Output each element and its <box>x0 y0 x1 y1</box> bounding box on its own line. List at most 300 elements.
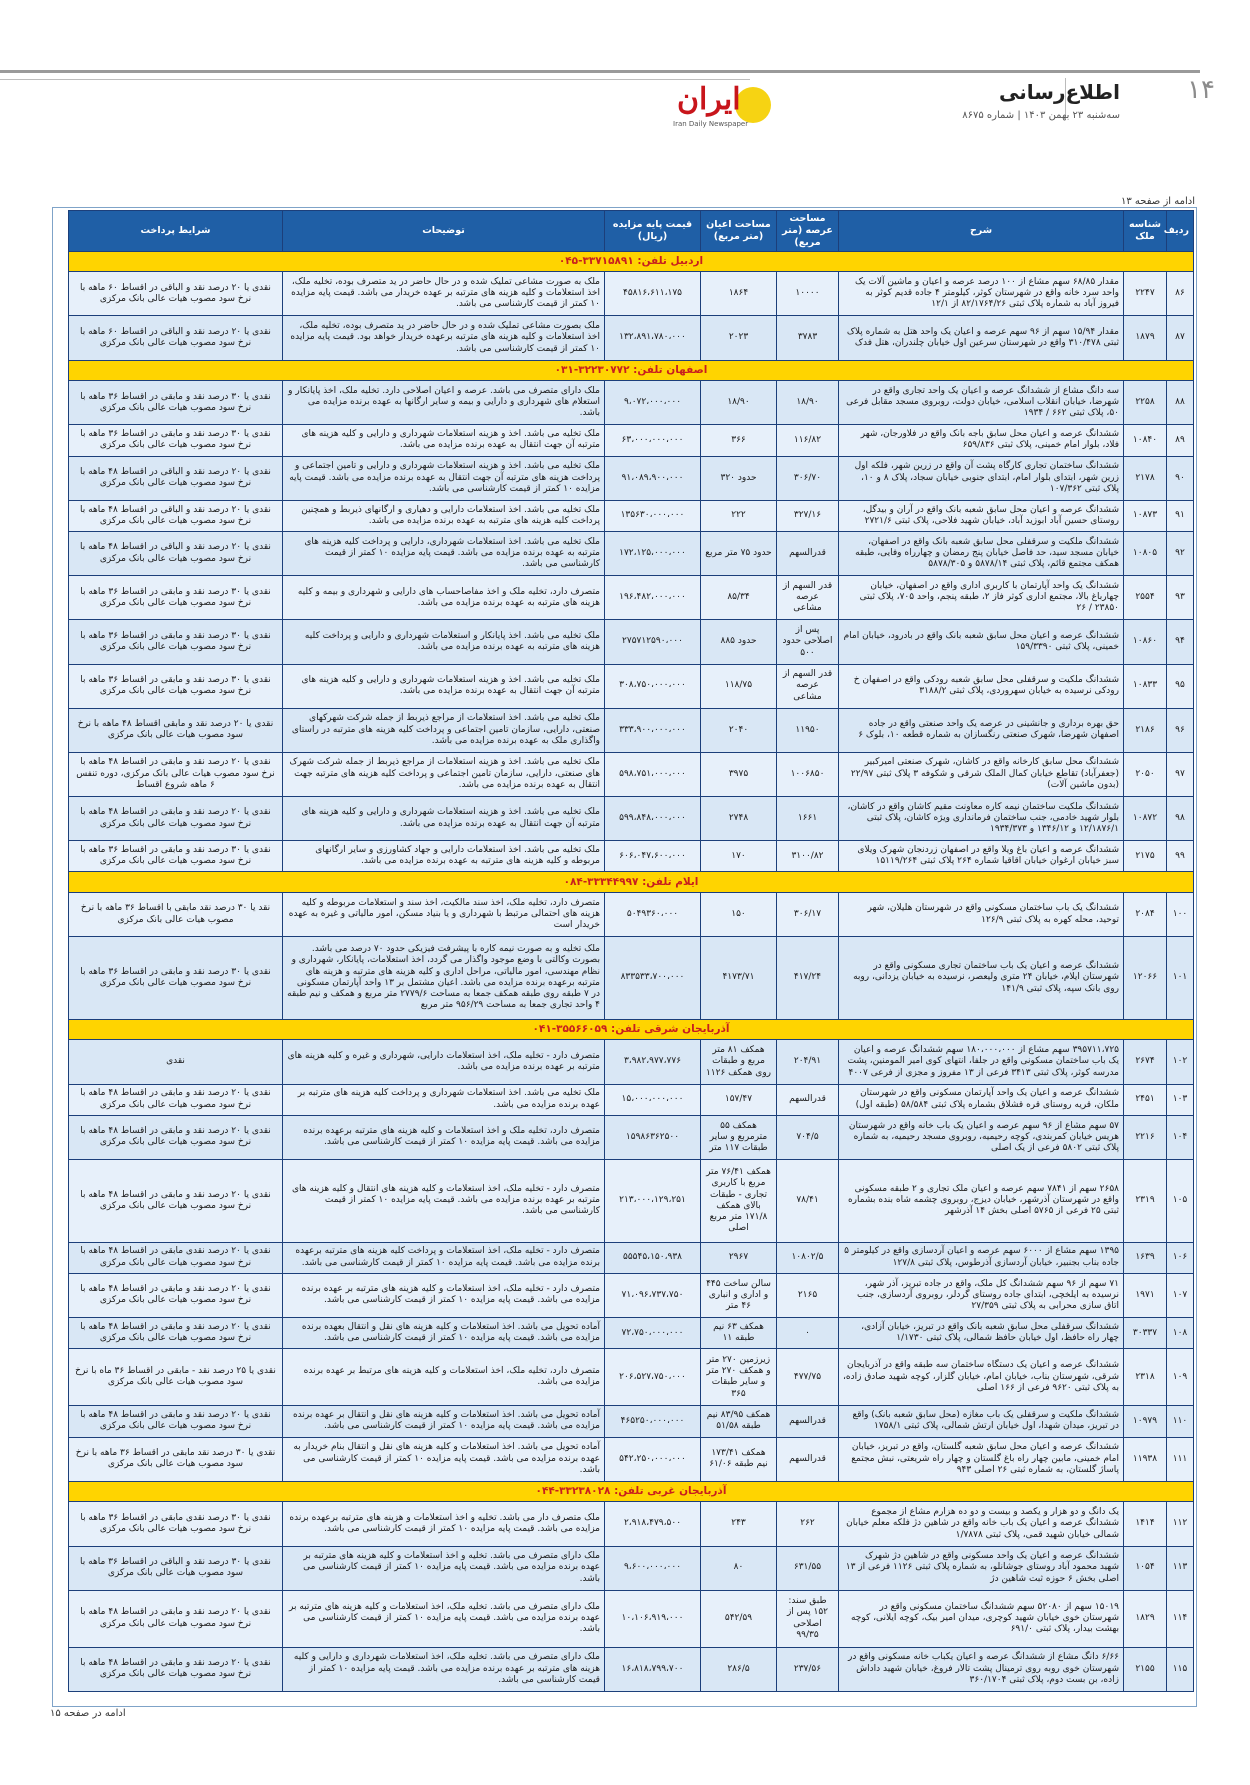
cell-sharayet: نقدی یا ۲۰ درصد نقد و الباقی در اقساط ۴۸ ماهه با نرخ سود مصوب هیات عالی بانک مرکزی <box>69 500 283 531</box>
cell-ayan: ۲۴۳ <box>701 1502 777 1546</box>
cell-ayan: ۲۲۲ <box>701 500 777 531</box>
cell-arse: قدرالسهم <box>777 1084 839 1115</box>
cell-gheymat: ۲۰۶،۵۲۷،۷۵۰،۰۰۰ <box>605 1349 701 1406</box>
cell-shenase: ۱۱۹۳۸ <box>1124 1437 1167 1481</box>
cell-radif: ۹۳ <box>1167 576 1194 620</box>
cell-shenase: ۲۲۵۸ <box>1124 381 1167 425</box>
cell-radif: ۱۰۶ <box>1167 1242 1194 1273</box>
cell-radif: ۹۰ <box>1167 456 1194 500</box>
cell-arse: ۲۳۷/۵۶ <box>777 1647 839 1691</box>
cell-arse: ۲۱۶۵ <box>777 1273 839 1317</box>
cell-gheymat: ۸۳۳۵۳۳،۷۰۰،۰۰۰ <box>605 937 701 1020</box>
cell-sharayet: نقدی یا ۲۰ درصد نقد و الباقی در اقساط ۴۸ ماهه با نرخ سود مصوب هیات عالی بانک مرکزی <box>69 532 283 576</box>
issue-line: سه‌شنبه ۲۳ بهمن ۱۴۰۳ | شماره ۸۶۷۵ <box>962 110 1120 121</box>
cell-shenase: ۱۰۸۷۳ <box>1124 500 1167 531</box>
cell-arse: قدر السهم از عرصه مشاعی <box>777 664 839 708</box>
cell-sharh: ۱۵۰۱۹ سهم از ۵۲۰۸۰ سهم ششدانگ ساختمان مسکونی واقع در شهرستان خوی خیابان شهید کوچری، میدان امیر بیک، کوچه ایلانی، کوچه بهشت بیدار، پلاک ثبتی ۶۹۱/۰ <box>839 1590 1124 1647</box>
cell-tozihat: ملک تخلیه می باشد. اخذ پایانکار و استعلامات شهرداری و دارایی و پرداخت کلیه هزینه های مترتبه به عهده برنده مزایده می باشد. <box>283 620 605 664</box>
cell-radif: ۱۰۵ <box>1167 1159 1194 1242</box>
table-row <box>69 1273 1194 1317</box>
cell-tozihat: متصرف دارد - تخلیه ملک، اخذ استعلامات دارایی، شهرداری و غیره و کلیه هزینه های مترتبه بر عهده برنده مزایده می باشد. <box>283 1040 605 1084</box>
cell-sharh: ششدانگ عرصه و اعیان باغ ویلا واقع در اصفهان زردنجان شهرک ویلای سبز خیابان ارغوان خیابان اقاقیا شماره ۲۶۴ پلاک ثبتی ۱۵۱۱۹/۲۶۴ <box>839 841 1124 872</box>
province-row <box>69 872 1194 893</box>
cell-sharayet: نقدی یا ۲۰ درصد نقد و مابقی در اقساط ۴۸ ماهه با نرخ سود مصوب هیات عالی بانک مرکزی <box>69 1273 283 1317</box>
cell-tozihat: ملک تخلیه می باشد. اخذ استعلامات شهرداری، دارایی و پرداخت کلیه هزینه های مترتبه به عهده برنده مزایده می باشد. قیمت پایه مزایده ۱۰ کمتر از قیمت کارشناسی می باشد. <box>283 532 605 576</box>
cell-gheymat: ۴۶۵۲۵۰،۰۰۰،۰۰۰ <box>605 1406 701 1437</box>
table-header-row <box>69 211 1194 252</box>
cell-sharh: ششدانگ عرصه و اعیان یک باب ساختمان تجاری مسکونی واقع در شهرستان ایلام، خیابان ۲۴ متری ولیعصر، نرسیده به خیابان یزدانی، روبه روی بانک سپه، پلاک ثبتی ۱۴۱/۹ <box>839 937 1124 1020</box>
cell-sharayet: نقدی یا ۲۵ درصد نقد - مابقی در اقساط ۳۶ ماه با نرخ سود مصوب هیات عالی بانک مرکزی <box>69 1349 283 1406</box>
cell-sharh: ۲۶۵۸ سهم از ۷۸۴۱ سهم عرصه و اعیان ملک تجاری و ۲ طبقه مسکونی واقع در شهرستان آذرشهر، خیابان دیزج، روبروی چشمه شاه بنده بشماره ثبتی ۲۵ فرعی از ۵۷۶۵ اصلی بخش ۱۴ آذرشهر <box>839 1159 1124 1242</box>
cell-radif: ۱۰۳ <box>1167 1084 1194 1115</box>
cell-shenase: ۱۰۸۶۰ <box>1124 620 1167 664</box>
table-row <box>69 752 1194 796</box>
cell-radif: ۹۹ <box>1167 841 1194 872</box>
cell-shenase: ۲۵۵۴ <box>1124 576 1167 620</box>
cell-gheymat: ۱۵۹۸۶۳۶۲۵۰۰ <box>605 1115 701 1159</box>
cell-sharh: مقدار ۱۵/۹۴ سهم از ۹۶ سهم عرصه و اعیان یک واحد هتل به شماره پلاک ثبتی ۳۱۰/۴۷۸ واقع در شهرستان سرعین اول خیابان چلندران، هتل فدک <box>839 316 1124 360</box>
cell-ayan: ۲۷۴۸ <box>701 796 777 840</box>
cell-tozihat: ملک تخلیه می باشد. اخذ و هزینه استعلامات از مراجع ذیربط از جمله شرکت شهرک های صنعتی، دارایی، سازمان تامین اجتماعی و پرداخت کلیه هزینه های مترتبه جهت انتقال به عهده برنده مزایده می باشد. <box>283 752 605 796</box>
cell-sharh: ۱۳۹۵ سهم مشاع از ۶۰۰۰ سهم عرصه و اعیان آردسازی واقع در کیلومتر ۵ جاده بناب بجنبیر، خیابان آردسازی آذرطوس، پلاک ثبتی ۱۲۷/۸ <box>839 1242 1124 1273</box>
col-sharh: شرح <box>839 211 1124 252</box>
cell-sharayet: نقدی یا ۳۰ درصد نقد مابقی در اقساط ۳۶ ماهه با نرخ سود مصوب هیات عالی بانک مرکزی <box>69 1437 283 1481</box>
cell-shenase: ۱۰۸۷۲ <box>1124 796 1167 840</box>
cell-sharayet: نقدی یا ۲۰ درصد نقد و مابقی در اقساط ۴۸ ماهه با نرخ سود مصوب هیات عالی بانک مرکزی <box>69 796 283 840</box>
cell-shenase: ۱۰۸۴۰ <box>1124 425 1167 456</box>
cell-ayan: ۱۸۶۴ <box>701 272 777 316</box>
cell-radif: ۸۷ <box>1167 316 1194 360</box>
table-row <box>69 532 1194 576</box>
cell-gheymat: ۹،۰۷۲،۰۰۰،۰۰۰ <box>605 381 701 425</box>
table-row <box>69 1590 1194 1647</box>
cell-ayan: سالن ساخت ۴۴۵ و اداری و انباری ۴۶ متر <box>701 1273 777 1317</box>
cell-ayan: ۱۸/۹۰ <box>701 381 777 425</box>
cell-gheymat: ۱۳۵۶۳۰،۰۰۰،۰۰۰ <box>605 500 701 531</box>
cell-radif: ۹۶ <box>1167 708 1194 752</box>
cell-tozihat: متصرف دارد، تخلیه ملک و اخذ استعلامات و کلیه هزینه های مترتبه برعهده برنده مزایده می باشد. قیمت پایه مزایده ۱۰ کمتر از قیمت کارشناسی می باشد. <box>283 1115 605 1159</box>
section-header <box>962 80 1120 121</box>
cell-gheymat: ۵۵۵۴۵،۱۵۰،۹۳۸ <box>605 1242 701 1273</box>
table-row <box>69 893 1194 937</box>
cell-radif: ۹۵ <box>1167 664 1194 708</box>
col-tozihat: توضیحات <box>283 211 605 252</box>
table-row <box>69 664 1194 708</box>
cell-arse: قدرالسهم <box>777 1406 839 1437</box>
cell-sharh: ششدانگ ملکیت ساختمان نیمه کاره معاونت مقیم کاشان واقع در کاشان، بلوار شهید خادمی، جنب ساختمان فرمانداری ویژه کاشان، پلاک ثبتی ۱۲/۱۸۷۶/۱ و ۱۳۴۶/۱۲ و ۱۹۳۴/۳۷۳ <box>839 796 1124 840</box>
table-row <box>69 1318 1194 1349</box>
cell-sharh: ششدانگ یک باب ساختمان مسکونی واقع در شهرستان هلیلان، شهر توحید، محله کهره به پلاک ثبتی ۱۲۶/۹ <box>839 893 1124 937</box>
cell-sharh: ششدانگ عرصه و اعیان محل سابق باجه بانک واقع در فلاورجان، شهر فلاد، بلوار امام خمینی، پلاک ثبتی ۶۵۹/۸۳۶ <box>839 425 1124 456</box>
col-arse: مساحت عرصه (متر مربع) <box>777 211 839 252</box>
cell-sharh: یک دانگ و دو هزار و یکصد و بیست و دو ده هزارم مشاع از مجموع ششدانگ عرصه و اعیان یک باب خانه واقع در شاهین دژ فلکه معلم خیابان شمالی خیابان شهید قمی، پلاک ثبتی ۱/۷۸۷۸ <box>839 1502 1124 1546</box>
continued-to-note: ادامه در صفحه ۱۵ <box>50 1708 126 1719</box>
cell-sharh: ششدانگ یک واحد آپارتمان با کاربری اداری واقع در اصفهان، خیابان چهارباغ بالا، مجتمع اداری کوثر فاز ۲، طبقه پنجم، واحد ۷۰۵، پلاک ثبتی ۲۳۸۵۰ / ۲۶ <box>839 576 1124 620</box>
cell-sharayet: نقدی یا ۲۰ درصد نقد و مابقی در اقساط ۴۸ ماهه با نرخ سود مصوب هیات عالی بانک مرکزی <box>69 1159 283 1242</box>
cell-shenase: ۱۶۳۹ <box>1124 1242 1167 1273</box>
cell-tozihat: ملک تخلیه می باشد. اخذ استعلامات از مراجع ذیربط از جمله شرکت شهرکهای صنعتی، دارایی، سازمان تامین اجتماعی و پرداخت کلیه هزینه های مترتبه در راستای واگذاری ملک به عهده برنده مزایده می باشد. <box>283 708 605 752</box>
cell-gheymat: ۳۰۸،۷۵۰،۰۰۰،۰۰۰ <box>605 664 701 708</box>
cell-arse: طبق سند: ۱۵۲ پس از اصلاحی ۹۹/۳۵ <box>777 1590 839 1647</box>
table-row <box>69 425 1194 456</box>
cell-sharayet: نقدی یا ۲۰ درصد نقد و مابقی در اقساط ۴۸ ماهه با نرخ سود مصوب هیات عالی بانک مرکزی <box>69 1647 283 1691</box>
table-row <box>69 1437 1194 1481</box>
cell-shenase: ۲۱۷۸ <box>1124 456 1167 500</box>
cell-shenase: ۱۴۱۴ <box>1124 1502 1167 1546</box>
table-row <box>69 1115 1194 1159</box>
cell-ayan: زیرزمین ۲۷۰ متر و همکف ۲۷۰ متر و سایر طبقات ۳۶۵ <box>701 1349 777 1406</box>
cell-ayan: همکف ۶۳ نیم طبقه ۱۱ <box>701 1318 777 1349</box>
newspaper-logo <box>665 82 780 132</box>
cell-tozihat: ملک بصورت مشاعی تملیک شده و در حال حاضر در ید متصرف بوده، تخلیه ملک، اخذ استعلامات و کلیه هزینه های مترتبه برعهده خریدار خواهد بود. قیمت پایه مزایده ۱۰ کمتر از قیمت کارشناسی می باشد. <box>283 316 605 360</box>
cell-ayan: همکف ۱۷۳/۴۱ نیم طبقه ۶۱/۰۶ <box>701 1437 777 1481</box>
cell-sharh: ششدانگ ملکیت و سرقفلی محل سابق شعبه رودکی واقع در اصفهان خ رودکی نرسیده به خیابان سهروردی، پلاک ثبتی ۳۱۸۸/۲ <box>839 664 1124 708</box>
cell-sharayet: نقدی یا ۲۰ درصد نقد و مابقی در اقساط ۴۸ ماهه با نرخ سود مصوب هیات عالی بانک مرکزی <box>69 1318 283 1349</box>
cell-ayan: ۲۸۶/۵ <box>701 1647 777 1691</box>
cell-arse: قدر السهم از عرصه مشاعی <box>777 576 839 620</box>
cell-radif: ۱۱۳ <box>1167 1546 1194 1590</box>
table-row <box>69 1406 1194 1437</box>
cell-arse: ۱۶۶۱ <box>777 796 839 840</box>
province-title: اصفهان تلفن: ۳۲۲۳۰۷۷۲-۰۳۱ <box>69 360 1194 381</box>
cell-tozihat: ملک تخلیه می باشد. اخذ و هزینه استعلامات شهرداری و دارایی و کلیه هزینه های مترتبه آن جهت انتقال به عهده برنده مزایده می باشد. <box>283 425 605 456</box>
cell-tozihat: آماده تحویل می باشد. اخذ استعلامات و کلیه هزینه های نقل و انتقال بنام خریدار به عهده برنده مزایده می باشد. قیمت پایه مزایده ۱۰ کمتر از قیمت کارشناسی می باشد. <box>283 1437 605 1481</box>
cell-shenase: ۲۳۱۸ <box>1124 1349 1167 1406</box>
logo-wordmark: ایران <box>677 82 741 117</box>
cell-shenase: ۱۲۰۶۶ <box>1124 937 1167 1020</box>
cell-radif: ۱۱۵ <box>1167 1647 1194 1691</box>
cell-sharh: ششدانگ ملکیت و سرقفلی یک باب مغازه (محل سابق شعبه بانک) واقع در تبریز، میدان شهدا، اول خیابان ارتش شمالی، پلاک ثبتی ۱۷۵۸/۱ <box>839 1406 1124 1437</box>
cell-gheymat: ۱۳۲،۸۹۱،۷۸۰،۰۰۰ <box>605 316 701 360</box>
cell-gheymat: ۵۰۴۹۳۶۰،۰۰۰ <box>605 893 701 937</box>
cell-shenase: ۱۰۸۳۳ <box>1124 664 1167 708</box>
cell-arse: پس از اصلاحی حدود ۵۰۰ <box>777 620 839 664</box>
cell-sharayet: نقدی یا ۳۰ درصد نقد و الباقی در اقساط ۳۶ ماهه با سود مصوب هیات عالی بانک مرکزی <box>69 1546 283 1590</box>
cell-sharayet: نقدی یا ۲۰ درصد نقد و مابقی اقساط ۴۸ ماهه با نرخ سود مصوب هیات عالی بانک مرکزی <box>69 708 283 752</box>
table-row <box>69 316 1194 360</box>
col-ayan: مساحت اعیان (متر مربع) <box>701 211 777 252</box>
cell-gheymat: ۳۳۳،۹۰۰،۰۰۰،۰۰۰ <box>605 708 701 752</box>
cell-ayan: ۱۵۷/۴۷ <box>701 1084 777 1115</box>
cell-gheymat: ۱۹۶،۴۸۲،۰۰۰،۰۰۰ <box>605 576 701 620</box>
cell-ayan: ۱۷۰ <box>701 841 777 872</box>
cell-arse: ۳۱۰۰/۸۲ <box>777 841 839 872</box>
cell-tozihat: ملک تخلیه و به صورت نیمه کاره با پیشرفت فیزیکی حدود ۷۰ درصد می باشد. بصورت وکالتی با وضع موجود واگذار می گردد، اخذ استعلامات، پایانکار، شهرداری و نظام مهندسی، امور مالیاتی، مراحل اداری و کلیه هزینه های مترتبه و هزینه های مترتبه برعهده برنده مزایده می باشد. اعیان مشتمل بر ۱۳ واحد آپارتمان مسکونی در ۷ طبقه روی طبقه همکف جمعا به مساحت ۲۷۷۹/۶ متر مربع و همکف و نیم طبقه ۴ واحد تجاری جمعا به مساحت ۹۵۶/۲۹ متر مربع <box>283 937 605 1020</box>
province-title: اردبیل تلفن: ۳۳۷۱۵۸۹۱-۰۴۵ <box>69 251 1194 272</box>
province-row <box>69 1019 1194 1040</box>
cell-tozihat: متصرف دارد، تخلیه ملک و اخذ مفاصاحساب های دارایی و شهرداری و بیمه و کلیه هزینه های مترتبه به عهده برنده مزایده می باشد. <box>283 576 605 620</box>
cell-arse: ۴۱۷/۲۴ <box>777 937 839 1020</box>
cell-arse: ۱۰۰۶۸۵۰ <box>777 752 839 796</box>
cell-ayan: حدود ۸۸۵ <box>701 620 777 664</box>
cell-gheymat: ۷۱،۰۹۶،۷۳۷،۷۵۰ <box>605 1273 701 1317</box>
cell-tozihat: ملک تخلیه می باشد. اخذ استعلامات دارایی و جهاد کشاورزی و سایر ارگانهای مربوطه و کلیه هزینه های مترتبه به عهده برنده مزایده می باشد. <box>283 841 605 872</box>
table-row <box>69 1159 1194 1242</box>
cell-gheymat: ۱۶،۸۱۸،۷۹۹،۷۰۰ <box>605 1647 701 1691</box>
cell-ayan: ۳۶۶ <box>701 425 777 456</box>
cell-gheymat: ۱۵،۰۰۰،۰۰۰،۰۰۰ <box>605 1084 701 1115</box>
province-title: ایلام تلفن: ۳۳۳۴۴۹۹۷-۰۸۴ <box>69 872 1194 893</box>
cell-sharayet: نقدی یا ۲۰ درصد نقد و مابقی در اقساط ۴۸ ماهه با نرخ سود مصوب هیات عالی بانک مرکزی <box>69 1084 283 1115</box>
cell-sharh: مقدار ۶۸/۸۵ سهم مشاع از ۱۰۰ درصد عرصه و اعیان و ماشین آلات یک واحد سرد خانه واقع در شهرستان کوثر، کیلومتر ۴ جاده قدیم کوثر به فیروز آباد به شماره پلاک ثبتی ۸۲/۱۷۶۴/۲۶ از ۱۲/۱ <box>839 272 1124 316</box>
cell-tozihat: ملک دارای متصرف می باشد. تخلیه ملک، اخذ استعلامات و کلیه هزینه های مترتبه بر عهده برنده مزایده می باشد. قیمت پایه مزایده ۱۰ کمتر از قیمت کارشناسی می باشد. <box>283 1590 605 1647</box>
cell-sharh: ششدانگ سرقفلی محل سابق شعبه بانک واقع در تبریز، خیابان آزادی، چهار راه حافظ، اول خیابان حافظ شمالی، پلاک ثبتی ۱/۱۷۳۰ <box>839 1318 1124 1349</box>
cell-sharayet: نقد یا ۳۰ درصد نقد مابقی با اقساط ۳۶ ماهه با نرخ مصوب هیات عالی بانک مرکزی <box>69 893 283 937</box>
auction-table <box>68 210 1194 1692</box>
table-row <box>69 456 1194 500</box>
cell-radif: ۱۱۰ <box>1167 1406 1194 1437</box>
cell-gheymat: ۱۰،۱۰۶،۹۱۹،۰۰۰ <box>605 1590 701 1647</box>
cell-sharayet: نقدی یا ۳۰ درصد نقد و مابقی در اقساط ۳۶ ماهه با نرخ سود مصوب هیات عالی بانک مرکزی <box>69 841 283 872</box>
cell-tozihat: ملک متصرف دار می باشد. تخلیه و اخذ استعلامات و هزینه های مترتبه برعهده برنده مزایده می باشد. قیمت پایه مزایده ۱۰ کمتر از قیمت کارشناسی می باشد. <box>283 1502 605 1546</box>
cell-sharayet: نقدی یا ۳۰ درصد نقد و مابقی در اقساط ۳۶ ماهه با نرخ سود مصوب هیات عالی بانک مرکزی <box>69 937 283 1020</box>
cell-sharh: ششدانگ عرصه و اعیان یک واحد آپارتمان مسکونی واقع در شهرستان ملکان، قریه روستای قره قشلاق بشماره پلاک ثبتی ۵۸/۵۸۴ (طبقه اول) <box>839 1084 1124 1115</box>
cell-arse: ۱۱۶/۸۲ <box>777 425 839 456</box>
cell-tozihat: ملک دارای متصرف می باشد. تخلیه و اخذ استعلامات و کلیه هزینه های مترتبه بر عهده برنده مزایده می باشد. قیمت پایه مزایده ۱۰ کمتر از قیمت کارشناسی می باشد. <box>283 1546 605 1590</box>
cell-gheymat: ۲۱۳،۰۰۰،۱۲۹،۲۵۱ <box>605 1159 701 1242</box>
cell-arse: قدرالسهم <box>777 1437 839 1481</box>
cell-radif: ۱۰۹ <box>1167 1349 1194 1406</box>
cell-ayan: ۸۰ <box>701 1546 777 1590</box>
cell-sharayet: نقدی یا ۲۰ درصد نقد و مابقی در اقساط ۴۸ ماهه با نرخ سود مصوب هیات عالی بانک مرکزی <box>69 1115 283 1159</box>
cell-ayan: همکف ۸۱ متر مربع و طبقات روی همکف ۱۱۲۶ <box>701 1040 777 1084</box>
cell-shenase: ۲۱۷۵ <box>1124 841 1167 872</box>
cell-sharh: ششدانگ محل سابق کارخانه واقع در کاشان، شهرک صنعتی امیرکبیر (جعفرآباد) تقاطع خیابان کمال الملک شرقی و شکوفه ۳ پلاک ثبتی ۲۲/۹۷ (بدون ماشین آلات) <box>839 752 1124 796</box>
cell-arse: ۶۳۱/۵۵ <box>777 1546 839 1590</box>
cell-gheymat: ۶۰۶،۰۴۷،۶۰۰،۰۰۰ <box>605 841 701 872</box>
table-row <box>69 272 1194 316</box>
cell-radif: ۸۸ <box>1167 381 1194 425</box>
cell-tozihat: ملک تخلیه می باشد. اخذ استعلامات دارایی و دهیاری و ارگانهای ذیربط و همچنین پرداخت کلیه هزینه های مترتبه به عهده برنده مزایده می باشد. <box>283 500 605 531</box>
cell-arse: ۲۶۲ <box>777 1502 839 1546</box>
table-row <box>69 381 1194 425</box>
cell-radif: ۱۰۷ <box>1167 1273 1194 1317</box>
table-row <box>69 708 1194 752</box>
cell-gheymat: ۲،۹۱۸،۴۷۹،۵۰۰ <box>605 1502 701 1546</box>
cell-shenase: ۲۲۴۷ <box>1124 272 1167 316</box>
cell-sharh: ششدانگ عرصه و اعیان محل سابق شعبه بانک واقع در آران و بیدگل، روستای حسین آباد ابوزید آباد، خیابان شهید فلاحی، پلاک ثبتی ۲۷۲۱/۶ <box>839 500 1124 531</box>
cell-radif: ۹۱ <box>1167 500 1194 531</box>
cell-tozihat: متصرف دارد - تخلیه ملک، اخذ استعلامات و کلیه هزینه های انتقال و کلیه هزینه های مترتبه بر عهده برنده مزایده می باشد. قیمت پایه مزایده ۱۰ کمتر از قیمت کارشناسی می باشد. <box>283 1159 605 1242</box>
table-row <box>69 500 1194 531</box>
cell-sharh: ششدانگ عرصه و اعیان یک دستگاه ساختمان سه طبقه واقع در آذربایجان شرقی، شهرستان بناب، خیابان امام، خیابان گلزار، کوچه شهید صادق زاده، به پلاک ثبتی ۹۶۲۰ فرعی از ۱۶۶ اصلی <box>839 1349 1124 1406</box>
cell-sharayet: نقدی یا ۳۰ درصد نقد و مابقی در اقساط ۳۶ ماهه با نرخ سود مصوب هیات عالی بانک مرکزی <box>69 576 283 620</box>
cell-radif: ۹۲ <box>1167 532 1194 576</box>
cell-radif: ۱۱۱ <box>1167 1437 1194 1481</box>
cell-sharayet: نقدی یا ۲۰ درصد نقد و الباقی در اقساط ۶۰ ماهه با نرخ سود مصوب هیات عالی بانک مرکزی <box>69 316 283 360</box>
cell-sharh: حق بهره برداری و جانشینی در عرصه یک واحد صنعتی واقع در جاده اصفهان شهرضا، شهرک صنعتی رنگسازان به شماره قطعه ۱۰، بلوک ۶ <box>839 708 1124 752</box>
cell-sharayet: نقدی یا ۲۰ درصد نقد و الباقی در اقساط ۴۸ ماهه با نرخ سود مصوب هیات عالی بانک مرکزی <box>69 456 283 500</box>
cell-arse: ۷۸/۴۱ <box>777 1159 839 1242</box>
cell-tozihat: ملک دارای متصرف می باشد. تخلیه ملک، اخذ استعلامات شهرداری و دارایی و کلیه هزینه های مترتبه بر عهده برنده مزایده می باشد. قیمت پایه مزایده ۱۰ کمتر از قیمت کارشناسی می باشد. <box>283 1647 605 1691</box>
cell-sharayet: نقدی یا ۲۰ درصد نقد و مابقی در اقساط ۴۸ ماهه با نرخ سود مصوب هیات عالی بانک مرکزی، دوره تنفس ۶ ماهه شروع اقساط <box>69 752 283 796</box>
cell-sharayet: نقدی یا ۲۰ درصد نقد و مابقی در اقساط ۴۸ ماهه با نرخ سود مصوب هیات عالی بانک مرکزی <box>69 1590 283 1647</box>
cell-ayan: حدود ۷۵ متر مربع <box>701 532 777 576</box>
cell-ayan: ۱۱۸/۷۵ <box>701 664 777 708</box>
col-shenase: شناسه ملک <box>1124 211 1167 252</box>
cell-arse: ۳۰۶/۱۷ <box>777 893 839 937</box>
cell-arse: ۳۲۷/۱۶ <box>777 500 839 531</box>
cell-tozihat: آماده تحویل می باشد. اخذ استعلامات و کلیه هزینه های نقل و انتقال بعهده برنده مزایده می باشد. قیمت پایه مزایده ۱۰ کمتر از قیمت کارشناسی می باشد. <box>283 1318 605 1349</box>
table-row <box>69 1242 1194 1273</box>
cell-tozihat: آماده تحویل می باشد. اخذ استعلامات و کلیه هزینه های نقل و انتقال بر عهده برنده مزایده می باشد. قیمت پایه مزایده ۱۰ کمتر از قیمت کارشناسی می باشد. <box>283 1406 605 1437</box>
cell-tozihat: متصرف دارد، تخلیه ملک، اخذ سند مالکیت، اخذ سند و استعلامات مربوطه و کلیه هزینه های احتمالی مرتبط با شهرداری و یا بنیاد مسکن، امور مالیاتی و غیره به عهده خریدار است <box>283 893 605 937</box>
cell-arse: قدرالسهم <box>777 532 839 576</box>
cell-tozihat: متصرف دارد، تخلیه ملک، اخذ استعلامات و کلیه هزینه های مرتبط بر عهده برنده مزایده می باشد. <box>283 1349 605 1406</box>
header-rule-thin <box>0 79 750 80</box>
cell-sharh: ۶/۶۶ دانگ مشاع از ششدانگ عرصه و اعیان یکباب خانه مسکونی واقع در شهرستان خوی روبه روی ترمینال پشت تالار فروغ، خیابان شهید داداش زاده، بن بست دوم، پلاک ثبتی ۳۶۰/۱۷۰۴ <box>839 1647 1124 1691</box>
cell-ayan: ۲۰۴۰ <box>701 708 777 752</box>
cell-tozihat: ملک به صورت مشاعی تملیک شده و در حال حاضر در ید متصرف بوده، تخلیه ملک، اخذ استعلامات و کلیه هزینه های مترتبه بر عهده خریدار می باشد. قیمت پایه مزایده ۱۰ کمتر از قیمت کارشناسی می باشد. <box>283 272 605 316</box>
cell-radif: ۹۷ <box>1167 752 1194 796</box>
col-sharayet: شرایط پرداخت <box>69 211 283 252</box>
cell-gheymat: ۴۵۸۱۶،۶۱۱،۱۷۵ <box>605 272 701 316</box>
cell-sharh: ششدانگ ساختمان تجاری کارگاه پشت آن واقع در زرین شهر، فلکه اول زرین شهر، ابتدای بلوار امام، ابتدای جنوبی خیابان سجاد، پلاک ۸ و ۱۰، پلاک ثبتی ۱۰۷/۳۶۲ <box>839 456 1124 500</box>
col-gheymat: قیمت پایه مزایده (ریال) <box>605 211 701 252</box>
cell-sharayet: نقدی یا ۳۰ درصد نقد و مابقی در اقساط ۳۶ ماهه با نرخ سود مصوب هیات عالی بانک مرکزی <box>69 620 283 664</box>
cell-radif: ۱۱۴ <box>1167 1590 1194 1647</box>
cell-sharh: ۵۷ سهم مشاع از ۹۶ سهم عرصه و اعیان یک باب خانه واقع در شهرستان هریس خیابان کمربندی، کوچه رحیمیه، روبروی مسجد رحیمیه، به شماره پلاک ثبتی ۵۸۰۲ فرعی از یک اصلی <box>839 1115 1124 1159</box>
header-rule <box>0 70 1200 73</box>
cell-tozihat: متصرف دارد - تخلیه ملک، اخذ استعلامات و کلیه هزینه های مترتبه بر عهده برنده مزایده می باشد. قیمت پایه مزایده ۱۰ کمتر از قیمت کارشناسی می باشد. <box>283 1273 605 1317</box>
cell-gheymat: ۵۹۹،۸۴۸،۰۰۰،۰۰۰ <box>605 796 701 840</box>
cell-tozihat: ملک دارای متصرف می باشد. عرصه و اعیان اصلاحی دارد. تخلیه ملک، اخذ پایانکار و استعلام های شهرداری و دارایی و بیمه و سایر ارگانها به عهده برنده مزایده می باشد. <box>283 381 605 425</box>
cell-sharayet: نقدی یا ۳۰ درصد نقد و مابقی در اقساط ۳۶ ماهه با نرخ سود مصوب هیات عالی بانک مرکزی <box>69 381 283 425</box>
continued-from-note: ادامه از صفحه ۱۳ <box>1121 196 1195 207</box>
cell-arse: ۴۷۷/۷۵ <box>777 1349 839 1406</box>
cell-tozihat: ملک تخلیه می باشد. اخذ استعلامات شهرداری و پرداخت کلیه هزینه های مترتبه بر عهده برنده مزایده می باشد. <box>283 1084 605 1115</box>
province-title: آذربایجان غربی تلفن: ۳۳۲۳۸۰۲۸-۰۴۴ <box>69 1481 1194 1502</box>
cell-tozihat: ملک تخلیه می باشد. اخذ و هزینه استعلامات شهرداری و دارایی و کلیه هزینه های مترتبه آن جهت انتقال به عهده برنده مزایده می باشد. <box>283 664 605 708</box>
cell-shenase: ۱۰۸۰۵ <box>1124 532 1167 576</box>
cell-gheymat: ۷۲،۷۵۰،۰۰۰،۰۰۰ <box>605 1318 701 1349</box>
table-row <box>69 1040 1194 1084</box>
cell-radif: ۱۰۲ <box>1167 1040 1194 1084</box>
cell-radif: ۸۶ <box>1167 272 1194 316</box>
cell-radif: ۱۰۰ <box>1167 893 1194 937</box>
cell-shenase: ۱۰۵۴ <box>1124 1546 1167 1590</box>
cell-radif: ۹۴ <box>1167 620 1194 664</box>
cell-ayan: ۸۵/۳۴ <box>701 576 777 620</box>
cell-gheymat: ۵۹۸،۷۵۱،۰۰۰،۰۰۰ <box>605 752 701 796</box>
cell-ayan: ۴۱۷۳/۷۱ <box>701 937 777 1020</box>
cell-gheymat: ۶۳،۰۰۰،۰۰۰،۰۰۰ <box>605 425 701 456</box>
cell-gheymat: ۳،۹۸۲،۹۷۷،۷۷۶ <box>605 1040 701 1084</box>
province-title: آذربایجان شرقی تلفن: ۳۵۵۶۶۰۵۹-۰۴۱ <box>69 1019 1194 1040</box>
cell-shenase: ۲۶۷۴ <box>1124 1040 1167 1084</box>
cell-sharh: ششدانگ عرصه و اعیان یک واحد مسکونی واقع در شاهین دژ شهرک شهید محمود آباد روستای جوشانلو، به شماره پلاک ثبتی ۱۱۲۶ فرعی از ۱۳ اصلی بخش ۶ حوزه ثبت شاهین دژ <box>839 1546 1124 1590</box>
province-row <box>69 251 1194 272</box>
cell-arse: ۳۰۶/۷۰ <box>777 456 839 500</box>
cell-sharh: ۳۹۵۷۱۱،۷۲۵ سهم مشاع از ۱۸۰،۰۰۰،۰۰۰ سهم ششدانگ عرصه و اعیان یک باب ساختمان مسکونی واقع در جلفا، انتهای کوی امیر المومنین، پشت مدرسه کوثر، پلاک ثبتی ۳۴۱۳ فرعی از ۱۳ مفروز و مجزی از فرعی ۴۰۰۷ <box>839 1040 1124 1084</box>
cell-shenase: ۲۱۸۶ <box>1124 708 1167 752</box>
cell-sharayet: نقدی یا ۲۰ درصد نقد و مابقی در اقساط ۴۸ ماهه با نرخ سود مصوب هیات عالی بانک مرکزی <box>69 1406 283 1437</box>
cell-sharayet: نقدی یا ۳۰ درصد نقدی مابقی در اقساط ۳۶ ماهه با نرخ سود مصوب هیات عالی بانک مرکزی <box>69 1502 283 1546</box>
cell-radif: ۹۸ <box>1167 796 1194 840</box>
cell-radif: ۸۹ <box>1167 425 1194 456</box>
cell-sharh: ششدانگ ملکیت و سرقفلی محل سابق شعبه بانک واقع در اصفهان، خیابان مسجد سید، حد فاصل خیابان پنج رمضان و چهارراه وفایی، طبقه همکف مجتمع قائم، پلاک ثبتی ۵۸۷۸/۱۴ و ۵۸۷۸/۳۰۵ <box>839 532 1124 576</box>
table-row <box>69 1349 1194 1406</box>
cell-shenase: ۲۳۱۹ <box>1124 1159 1167 1242</box>
cell-ayan: ۲۹۶۷ <box>701 1242 777 1273</box>
section-title: اطلاع‌رسانی <box>999 80 1120 104</box>
table-row <box>69 1647 1194 1691</box>
cell-sharh: ۷۱ سهم از ۹۶ سهم ششدانگ کل ملک، واقع در جاده تبریز، آذر شهر، نرسیده به ایلخچی، ابتدای جاده روستای گردلر، روبروی آردسازی، جنب اتاق سازی محرابی به پلاک ثبتی ۲۷/۳۵۹ <box>839 1273 1124 1317</box>
province-row <box>69 1481 1194 1502</box>
cell-sharayet: نقدی یا ۲۰ درصد نقد و الباقی در اقساط ۶۰ ماهه با نرخ سود مصوب هیات عالی بانک مرکزی <box>69 272 283 316</box>
cell-sharayet: نقدی یا ۲۰ درصد نقدی مابقی در اقساط ۴۸ ماهه با نرخ سود مصوب هیات عالی بانک مرکزی <box>69 1242 283 1273</box>
table-row <box>69 841 1194 872</box>
cell-arse: ۱۱۹۵۰ <box>777 708 839 752</box>
cell-ayan: همکف ۵۵ مترمربع و سایر طبقات ۱۱۷ متر <box>701 1115 777 1159</box>
cell-shenase: ۲۰۸۴ <box>1124 893 1167 937</box>
cell-shenase: ۲۴۵۱ <box>1124 1084 1167 1115</box>
cell-radif: ۱۰۱ <box>1167 937 1194 1020</box>
cell-shenase: ۱۰۹۷۹ <box>1124 1406 1167 1437</box>
cell-gheymat: ۹۱،۰۸۹،۹۰۰،۰۰۰ <box>605 456 701 500</box>
province-row <box>69 360 1194 381</box>
cell-sharh: ششدانگ عرصه و اعیان محل سابق شعبه گلستان، واقع در تبریز، خیابان امام خمینی، مابین چهار راه باغ گلستان و چهار راه شریعتی، نبش مجتمع پاساژ گلستان، به شماره ثبتی ۲۶ اصلی ۹۴۳ <box>839 1437 1124 1481</box>
cell-arse: ۷۰۴/۵ <box>777 1115 839 1159</box>
cell-ayan: ۵۴۲/۵۹ <box>701 1590 777 1647</box>
cell-sharh: سه دانگ مشاع از ششدانگ عرصه و اعیان یک واحد تجاری واقع در شهرضا، خیابان انقلاب اسلامی، خیابان دولت، روبروی مسجد مقابل فرعی ۵۰، پلاک ثبتی ۶۶۲ / ۱۹۳۴ <box>839 381 1124 425</box>
cell-sharayet: نقدی <box>69 1040 283 1084</box>
cell-arse: ۱۰۰۰۰ <box>777 272 839 316</box>
cell-ayan: همکف ۷۶/۴۱ متر مربع با کاربری تجاری - طبقات بالای همکف ۱۷۱/۸ متر مربع اصلی <box>701 1159 777 1242</box>
cell-gheymat: ۵۴۲،۲۵۰،۰۰۰،۰۰۰ <box>605 1437 701 1481</box>
table-row <box>69 576 1194 620</box>
cell-gheymat: ۹،۶۰۰،۰۰۰،۰۰۰ <box>605 1546 701 1590</box>
cell-radif: ۱۱۲ <box>1167 1502 1194 1546</box>
cell-sharayet: نقدی یا ۳۰ درصد نقد و مابقی در اقساط ۳۶ ماهه با نرخ سود مصوب هیات عالی بانک مرکزی <box>69 425 283 456</box>
cell-shenase: ۱۸۷۹ <box>1124 316 1167 360</box>
cell-ayan: همکف ۸۳/۹۵ نیم طبقه ۵۱/۵۸ <box>701 1406 777 1437</box>
cell-ayan: ۲۰۲۳ <box>701 316 777 360</box>
cell-tozihat: متصرف دارد - تخلیه ملک، اخذ استعلامات و پرداخت کلیه هزینه های مترتبه برعهده برنده مزایده می باشد. قیمت پایه مزایده ۱۰ کمتر از قیمت کارشناسی می باشد. <box>283 1242 605 1273</box>
table-row <box>69 1502 1194 1546</box>
cell-shenase: ۲۲۱۶ <box>1124 1115 1167 1159</box>
cell-shenase: ۲۱۵۵ <box>1124 1647 1167 1691</box>
cell-ayan: ۱۵۰ <box>701 893 777 937</box>
cell-gheymat: ۱۷۲،۱۲۵،۰۰۰،۰۰۰ <box>605 532 701 576</box>
cell-sharh: ششدانگ عرصه و اعیان محل سابق شعبه بانک واقع در بادرود، خیابان امام خمینی، پلاک ثبتی ۱۵۹/۳۳۹۰ <box>839 620 1124 664</box>
table-row <box>69 1546 1194 1590</box>
table-row <box>69 937 1194 1020</box>
cell-radif: ۱۰۸ <box>1167 1318 1194 1349</box>
cell-ayan: حدود ۳۲۰ <box>701 456 777 500</box>
cell-shenase: ۱۸۲۹ <box>1124 1590 1167 1647</box>
cell-radif: ۱۰۴ <box>1167 1115 1194 1159</box>
cell-arse: ۳۷۸۳ <box>777 316 839 360</box>
cell-shenase: ۱۹۷۱ <box>1124 1273 1167 1317</box>
cell-tozihat: ملک تخلیه می باشد. اخذ و هزینه استعلامات شهرداری و دارایی و کلیه هزینه های مترتبه آن جهت انتقال به عهده برنده مزایده می باشد. <box>283 796 605 840</box>
cell-gheymat: ۲۷۵۷۱۲۵۹۰،۰۰۰ <box>605 620 701 664</box>
cell-arse: ۰ <box>777 1318 839 1349</box>
table-row <box>69 796 1194 840</box>
table-row <box>69 1084 1194 1115</box>
cell-sharayet: نقدی یا ۳۰ درصد نقد و مابقی در اقساط ۳۶ ماهه با نرخ سود مصوب هیات عالی بانک مرکزی <box>69 664 283 708</box>
logo-tagline: Iran Daily Newspaper <box>673 120 749 128</box>
page-number: ۱۴ <box>1187 75 1215 105</box>
col-radif: ردیف <box>1167 211 1194 252</box>
cell-arse: ۲۰۴/۹۱ <box>777 1040 839 1084</box>
cell-shenase: ۳۰۳۳۷ <box>1124 1318 1167 1349</box>
cell-arse: ۱۰۸۰۲/۵ <box>777 1242 839 1273</box>
cell-shenase: ۲۰۵۰ <box>1124 752 1167 796</box>
cell-tozihat: ملک تخلیه می باشد. اخذ و هزینه استعلامات شهرداری و دارایی و تامین اجتماعی و پرداخت هزینه های مترتبه آن جهت انتقال به عهده برنده مزایده می باشد. قیمت پایه مزایده ۱۰ کمتر از قیمت کارشناسی می باشد. <box>283 456 605 500</box>
cell-ayan: ۳۹۷۵ <box>701 752 777 796</box>
table-row <box>69 620 1194 664</box>
